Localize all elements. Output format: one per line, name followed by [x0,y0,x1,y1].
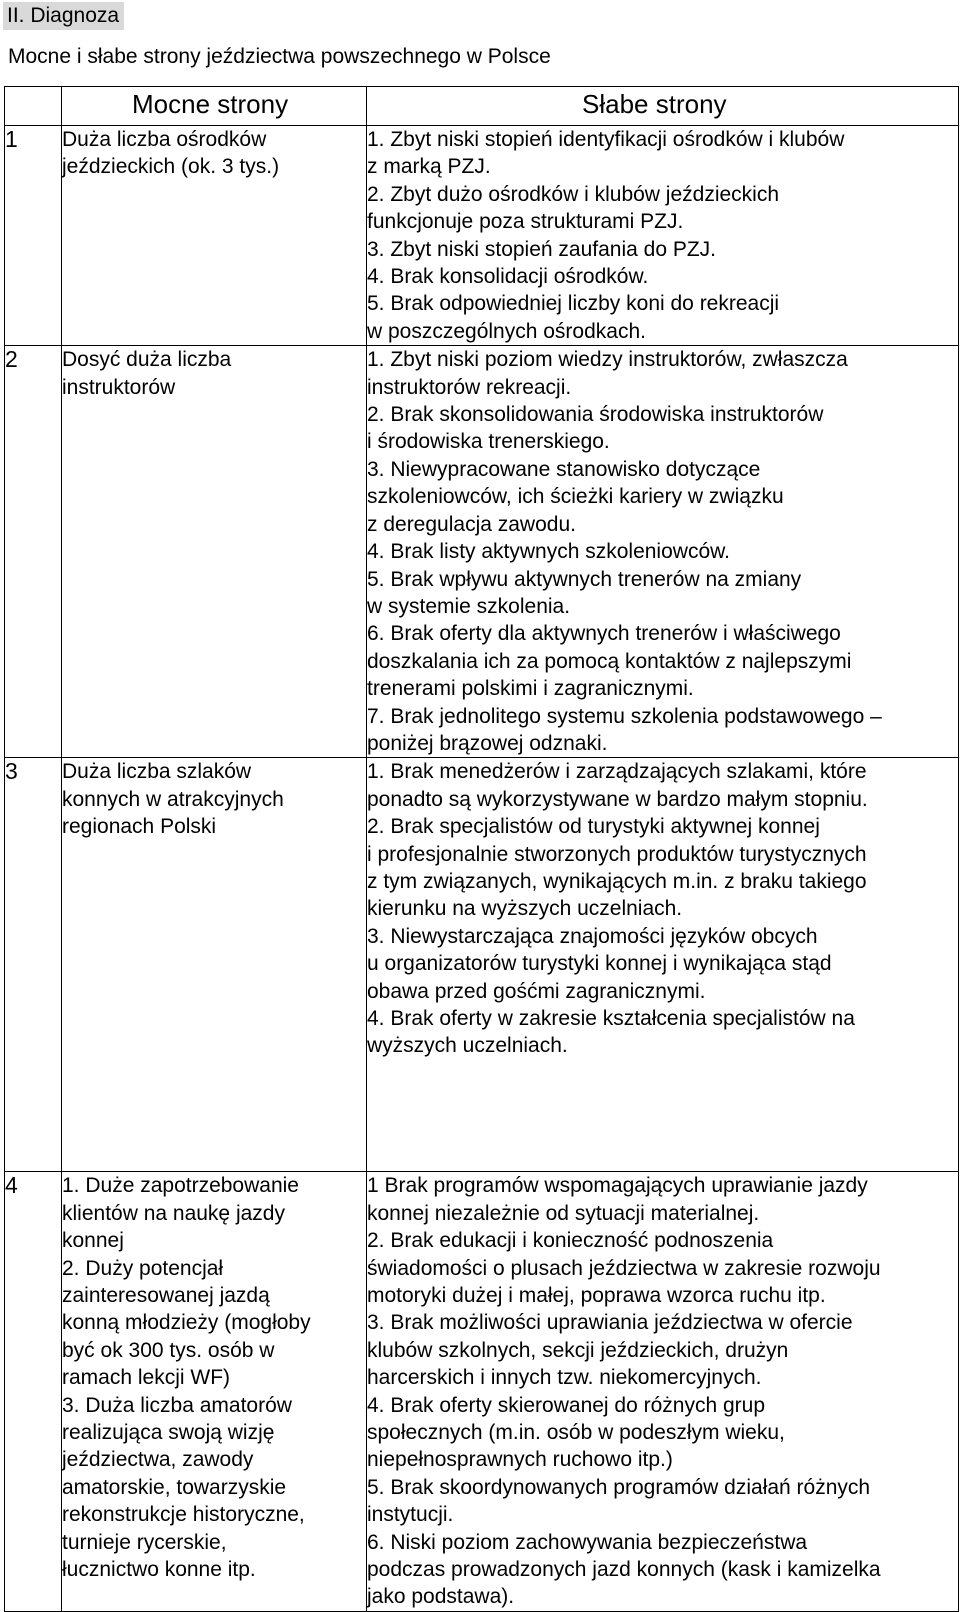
weakness-line: obawa przed gośćmi zagranicznymi. [367,979,706,1003]
strength-line: amatorskie, towarzyskie [62,1475,287,1499]
weakness-line: harcerskich i innych tzw. niekomercyjnych. [367,1366,762,1390]
weakness-line: ponadto są wykorzystywane w bardzo małym stopniu. [367,787,868,811]
weakness-line: 1. Zbyt niski poziom wiedzy instruktorów, zwłaszcza [367,348,848,372]
weakness-line: funkcjonuje poza strukturami PZJ. [367,210,684,234]
header-weaknesses-label: Słabe strony [582,89,727,119]
weakness-line: i środowiska trenerskiego. [367,430,610,454]
strength-line: regionach Polski [62,815,217,839]
strength-line: rekonstrukcje historyczne, [62,1503,305,1527]
weakness-line: 3. Niewypracowane stanowisko dotyczące [367,457,761,481]
weakness-line: 2. Brak specjalistów od turystyki aktywnej konnej [367,815,820,839]
weakness-line: 2. Zbyt dużo ośrodków i klubów jeździeckich [367,182,780,206]
weakness-line: i profesjonalnie stworzonych produktów turystycznych [367,842,867,866]
weakness-line: 3. Niewystarczająca znajomości języków obcych [367,924,818,948]
section-heading: II. Diagnoza [3,2,124,30]
weakness-line: 1 Brak programów wspomagających uprawianie jazdy [367,1174,868,1198]
weakness-line: instruktorów rekreacji. [367,375,572,399]
weakness-line: u organizatorów turystyki konnej i wynikająca stąd [367,952,832,976]
strength-line: konną młodzieży (mogłoby [62,1311,311,1335]
weakness-line: konnej niezależnie od sytuacji materialnej. [367,1201,760,1225]
strength-line: 1. Duże zapotrzebowanie [62,1174,299,1198]
weakness-line: szkoleniowców, ich ścieżki kariery w związku [367,485,784,509]
strength-line: łucznictwo konne itp. [62,1558,256,1582]
weakness-line: 3. Zbyt niski stopień zaufania do PZJ. [367,237,717,261]
weakness-line: kierunku na wyższych uczelniach. [367,897,683,921]
strengths-cell [62,346,367,758]
weakness-line: 5. Brak wpływu aktywnych trenerów na zmiany [367,567,802,591]
weakness-line: instytucji. [367,1503,454,1527]
strength-line: Duża liczba szlaków [62,760,252,784]
weakness-line: 3. Brak możliwości uprawiania jeździectwa w ofercie [367,1311,853,1335]
weaknesses-cell [367,1172,959,1612]
weakness-line: 6. Brak oferty dla aktywnych trenerów i właściwego [367,622,841,646]
strength-line: jeździectwa, zawody [62,1448,254,1472]
weakness-line: 4. Brak listy aktywnych szkoleniowców. [367,540,730,564]
weakness-line: 7. Brak jednolitego systemu szkolenia podstawowego – [367,704,882,728]
header-strengths [62,87,367,126]
row-number: 4 [5,1172,62,1612]
table-row [5,126,959,346]
swot-table [4,86,959,1612]
weakness-line: 5. Brak skoordynowanych programów działań różnych [367,1475,871,1499]
weakness-line: 4. Brak oferty skierowanej do różnych grup [367,1393,766,1417]
strengths-cell [62,126,367,346]
strength-line: ramach lekcji WF) [62,1366,231,1390]
weakness-line: w systemie szkolenia. [367,594,571,618]
weakness-line: 2. Brak edukacji i konieczność podnoszenia [367,1229,774,1253]
weakness-line: 1. Brak menedżerów i zarządzających szlakami, które [367,760,867,784]
strengths-cell [62,758,367,1172]
strength-line: Duża liczba ośrodków [62,128,267,151]
weakness-line: w poszczególnych ośrodkach. [367,319,646,343]
strength-line: realizująca swoją wizję [62,1421,275,1444]
weakness-line: z tym związanych, wynikających m.in. z braku takiego [367,869,867,893]
weakness-line: świadomości o plusach jeździectwa w zakresie rozwoju [367,1256,881,1280]
row-number: 1 [5,126,62,346]
weakness-line: 1. Zbyt niski stopień identyfikacji ośrodków i klubów [367,128,845,151]
weakness-line: klubów szkolnych, sekcji jeździeckich, drużyn [367,1338,789,1362]
strength-line: turnieje rycerskie, [62,1530,227,1554]
header-weaknesses [367,87,959,126]
strength-line: 3. Duża liczba amatorów [62,1393,292,1417]
weakness-line: 4. Brak oferty w zakresie kształcenia specjalistów na [367,1007,855,1030]
strength-line: Dosyć duża liczba [62,348,232,372]
strength-line: konnych w atrakcyjnych [62,787,284,811]
weakness-line: z deregulacja zawodu. [367,512,576,536]
table-row [5,758,959,1172]
header-strengths-label: Mocne strony [132,89,289,119]
weaknesses-cell [367,758,959,1172]
weakness-line: doszkalania ich za pomocą kontaktów z najlepszymi [367,649,852,673]
row-number: 3 [5,758,62,1172]
strengths-cell [62,1172,367,1612]
strength-line: jeździeckich (ok. 3 tys.) [62,155,280,179]
strength-line: 2. Duży potencjał [62,1256,224,1280]
weakness-line: trenerami polskimi i zagranicznymi. [367,677,694,701]
document-subtitle: Mocne i słabe strony jeździectwa powszechnego w Polsce [8,45,551,68]
weakness-line: motoryki dużej i małej, poprawa wzorca ruchu itp. [367,1283,826,1307]
weakness-line: poniżej brązowej odznaki. [367,731,608,755]
strength-line: być ok 300 tys. osób w [62,1338,275,1362]
strength-line: klientów na naukę jazdy [62,1201,285,1225]
weakness-line: niepełnosprawnych ruchowo itp.) [367,1448,673,1472]
table-row [5,1172,959,1612]
weakness-line: 4. Brak konsolidacji ośrodków. [367,265,649,289]
weakness-line: społecznych (m.in. osób w podeszłym wieku, [367,1421,785,1444]
weakness-line: z marką PZJ. [367,155,491,179]
weakness-line: 2. Brak skonsolidowania środowiska instruktorów [367,403,824,427]
weakness-line: 5. Brak odpowiedniej liczby koni do rekreacji [367,292,780,316]
strength-line: konnej [62,1229,124,1253]
weaknesses-cell [367,126,959,346]
weakness-line: jako podstawa). [367,1585,515,1609]
row-number: 2 [5,346,62,758]
table-header-row [5,87,959,126]
table-row [5,346,959,758]
strength-line: instruktorów [62,375,176,399]
weaknesses-cell [367,346,959,758]
weakness-line: podczas prowadzonych jazd konnych (kask i kamizelka [367,1558,881,1582]
header-number-cell [5,87,62,126]
strength-line: zainteresowanej jazdą [62,1283,270,1307]
weakness-line: 6. Niski poziom zachowywania bezpieczeństwa [367,1530,808,1554]
weakness-line: wyższych uczelniach. [367,1034,568,1058]
